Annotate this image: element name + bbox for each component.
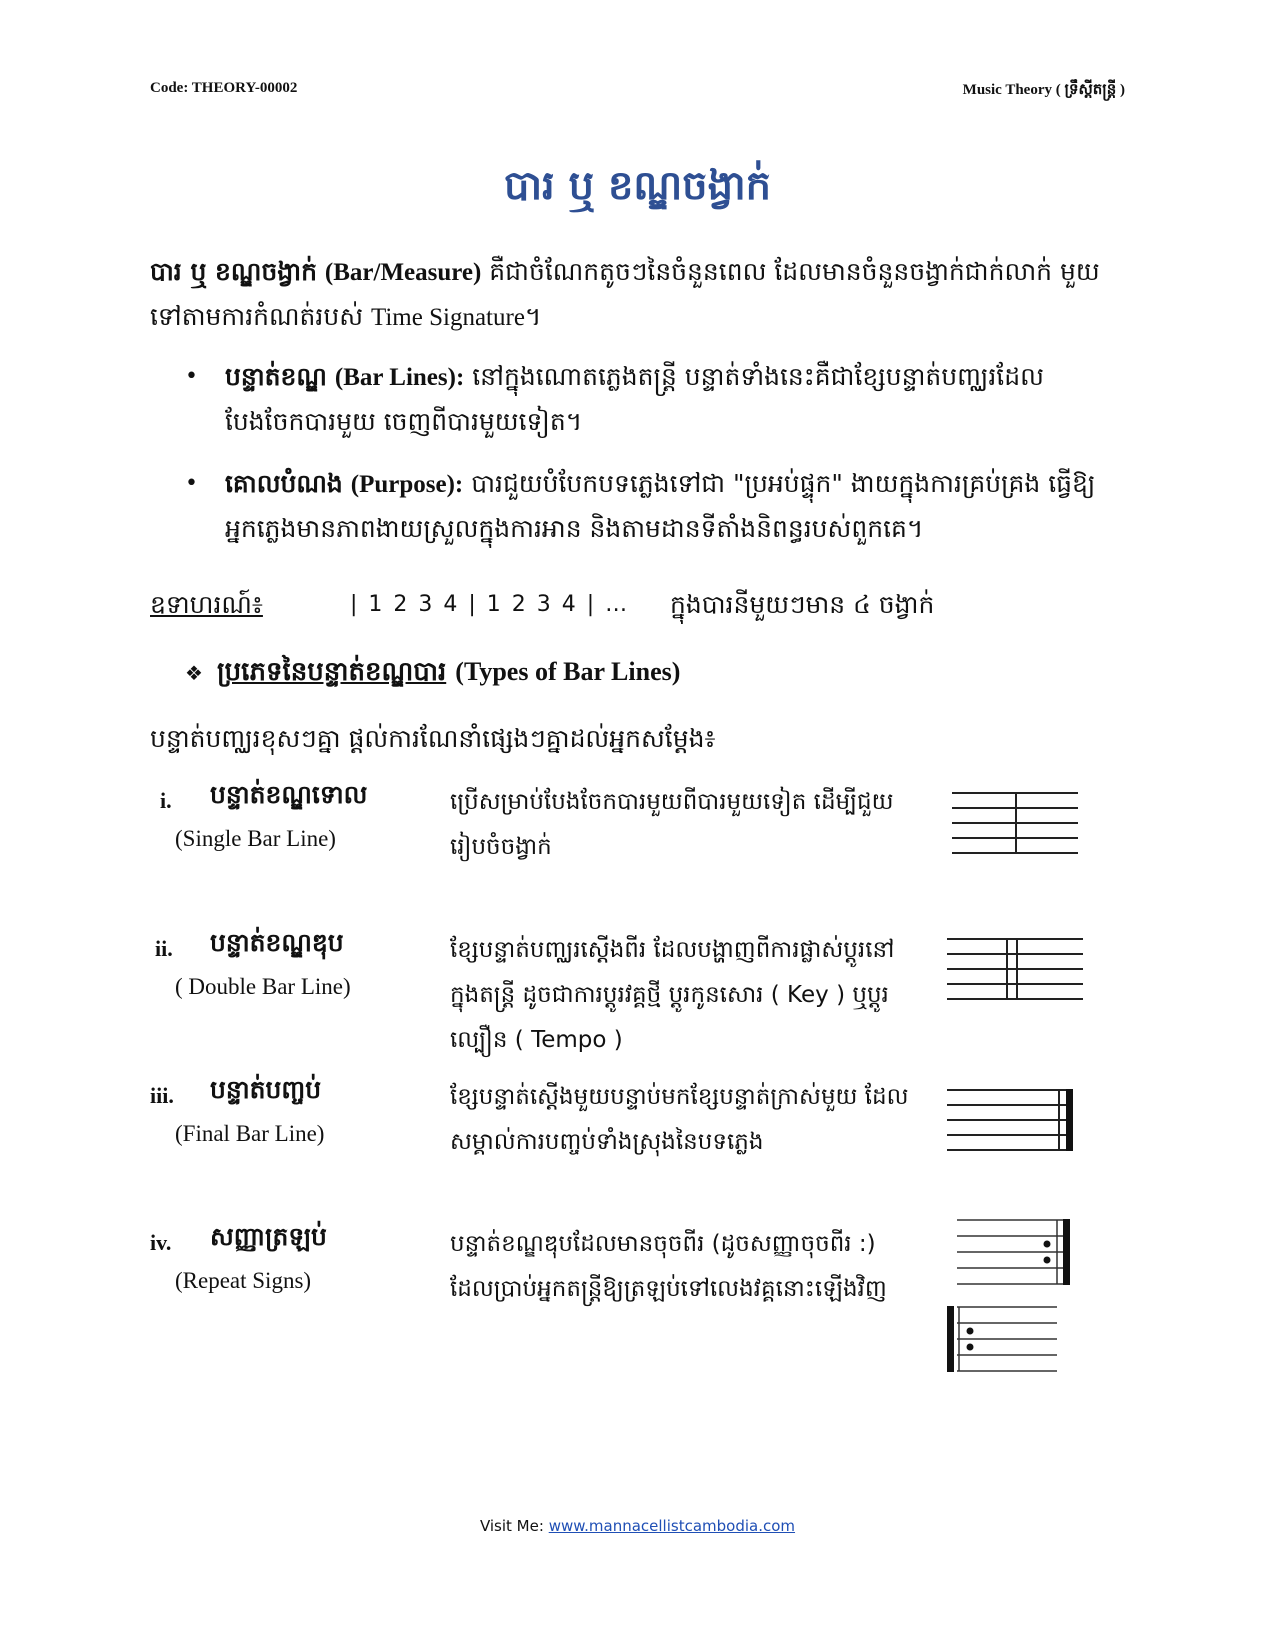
single-bar-line-staff-icon <box>950 790 1080 860</box>
section-heading <box>185 655 680 693</box>
intro-term-kh: បារ ឬ ខណ្ឌចង្វាក់ <box>150 257 317 286</box>
bullet-term-kh: គោលបំណង <box>225 469 343 498</box>
document-code: Code: THEORY-00002 <box>150 80 298 96</box>
bullet-purpose <box>185 462 1125 552</box>
start-repeat-sign-icon <box>945 1304 1075 1376</box>
item-number: iii. <box>150 1083 174 1108</box>
bullet-dot-icon: • <box>185 471 198 496</box>
website-link[interactable]: www.mannacellistcambodia.com <box>548 1517 796 1535</box>
item-double-bar-line <box>150 928 1125 1068</box>
section-title-kh: ប្រភេទនៃបន្ទាត់ខណ្ឌបារ <box>216 657 447 687</box>
page-footer <box>0 1517 1275 1535</box>
end-repeat-sign-icon <box>955 1217 1085 1289</box>
intro-end: ។ <box>524 302 542 331</box>
item-description: ខ្សែបន្ទាត់ស្តើងមួយបន្ទាប់មកខ្សែបន្ទាត់ក្រាស់មួយ ដែលសម្គាល់ការបញ្ចប់ទាំងស្រុងនៃបទភ្លេង <box>450 1084 909 1155</box>
example-row <box>150 590 1125 634</box>
bullet-bar-lines <box>185 355 1125 445</box>
item-name-kh: បន្ទាត់ខណ្ឌទោល <box>210 780 368 809</box>
item-final-bar-line <box>150 1075 1125 1185</box>
bullet-term-en: (Bar Lines): <box>334 364 465 391</box>
item-name-en: (Single Bar Line) <box>175 826 336 851</box>
section-intro: បន្ទាត់បញ្ឈរខុសៗគ្នា ផ្តល់ការណែនាំផ្សេងៗគ្នាដល់អ្នកសម្តែង៖ <box>150 724 716 753</box>
item-name-en: (Final Bar Line) <box>175 1121 325 1146</box>
section-title-en: (Types of Bar Lines) <box>455 657 681 686</box>
bullet-text: បារជួយបំបែកបទភ្លេងទៅជា "ប្រអប់ផ្ទុក" ងាយក្នុងការគ្រប់គ្រង ធ្វើឱ្យអ្នកភ្លេងមានភាពងាយស្រួលក្នុងការអាន និងតាមដានទីតាំងនិពន្ធរបស់ពួកគេ។ <box>225 469 1096 543</box>
item-description: ប្រើសម្រាប់បែងចែកបារមួយពីបារមួយទៀត ដើម្បីជួយរៀបចំចង្វាក់ <box>450 789 894 860</box>
bullet-term-kh: បន្ទាត់ខណ្ឌ <box>225 362 327 391</box>
double-bar-line-staff-icon <box>945 936 1085 1006</box>
item-number: ii. <box>155 936 173 961</box>
item-name-kh: បន្ទាត់បញ្ចប់ <box>210 1075 322 1104</box>
item-number: i. <box>160 788 172 813</box>
final-bar-line-staff-icon <box>945 1087 1085 1157</box>
item-name-en: ( Double Bar Line) <box>175 974 351 999</box>
footer-label: Visit Me: <box>479 1517 544 1535</box>
intro-paragraph <box>150 250 1125 340</box>
page-title: បារ ឬ ខណ្ឌចង្វាក់ <box>503 163 772 209</box>
item-name-kh: បន្ទាត់ខណ្ឌឌុប <box>210 928 344 957</box>
diamond-icon: ❖ <box>185 661 203 685</box>
page-header <box>150 80 1125 104</box>
intro-text: គឺជាចំណែកតូចៗនៃចំនួនពេល ដែលមានចំនួនចង្វាក់ជាក់លាក់ មួយ ទៅតាមការកំណត់របស់ <box>150 257 1100 331</box>
course-title: Music Theory ( ទ្រឹស្តីតន្ត្រី ) <box>962 82 1125 98</box>
item-description: បន្ទាត់ខណ្ឌឌុបដែលមានចុចពីរ (ដូចសញ្ញាចុចពីរ :) ដែលប្រាប់អ្នកតន្ត្រីឱ្យត្រឡប់ទៅលេងវគ្គនោះឡើងវិញ <box>450 1231 887 1302</box>
intro-time-signature: Time Signature <box>370 304 525 331</box>
item-single-bar-line <box>150 780 1125 890</box>
bullet-text: នៅក្នុងណោតភ្លេងតន្ត្រី បន្ទាត់ទាំងនេះគឺជាខ្សែបន្ទាត់បញ្ឈរដែល បែងចែកបារមួយ ចេញពីបារមួយទៀត។ <box>225 362 1044 436</box>
example-label: ឧទាហរណ៍៖ <box>150 590 263 619</box>
item-repeat-signs <box>150 1222 1125 1402</box>
example-sequence: | 1 2 3 4 | 1 2 3 4 | … <box>350 592 630 617</box>
item-description: ខ្សែបន្ទាត់បញ្ឈរស្តើងពីរ ដែលបង្ហាញពីការផ្លាស់ប្តូរនៅក្នុងតន្ត្រី ដូចជាការប្តូរវគ្គថ្មី ប្តូរកូនសោរ ( Key ) ឬប្តូរល្បឿន ( Tempo ) <box>450 937 895 1053</box>
intro-term-en: (Bar/Measure) <box>324 259 482 286</box>
bullet-dot-icon: • <box>185 364 198 389</box>
item-name-en: (Repeat Signs) <box>175 1268 312 1293</box>
bullet-term-en: (Purpose): <box>350 471 464 498</box>
example-note: ក្នុងបារនីមួយៗមាន ៤ ចង្វាក់ <box>670 590 935 619</box>
item-number: iv. <box>150 1230 172 1255</box>
item-name-kh: សញ្ញាត្រឡប់ <box>210 1222 327 1251</box>
